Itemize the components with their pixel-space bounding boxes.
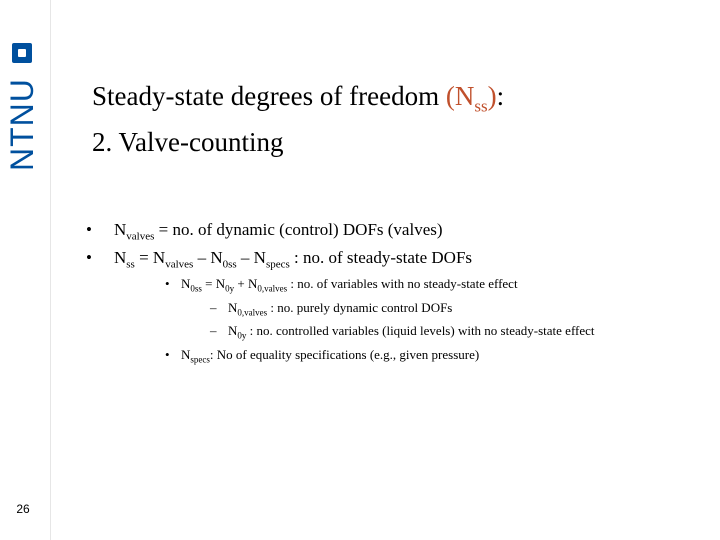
title-line-1: Steady-state degrees of freedom $(N_{ss})$: [92, 81, 505, 116]
sub-bullet-n0valves: – $N_{0,valves}$ : no. purely dynamic control DOFs [210, 300, 453, 318]
bullet-nvalves: • $N_{valves}$ = no. of dynamic (control) DOFs (valves) [86, 216, 472, 244]
bullet-marker: • [86, 248, 92, 267]
slide-title [92, 78, 504, 160]
bullet-nss: • $N_{ss} = N_{valves} - N_{0ss} - N_{specs}$ : no. of steady-state DOFs [86, 244, 472, 272]
title-accent: $(N_{ss})$ [445, 81, 497, 116]
bullet-marker: • [86, 220, 92, 239]
sub-bullet-n0y: – $N_{0y}$ : no. controlled variables (liquid levels) with no steady-state effect [210, 323, 595, 341]
ntnu-logo-text: NTNU [4, 78, 40, 172]
title-text: Steady-state degrees of freedom [92, 81, 446, 111]
sub-bullet-n0ss: • $N_{0ss} = N_{0y} + N_{0,valves}$ : no. of variables with no steady-state effect [165, 276, 518, 294]
sidebar [0, 0, 51, 540]
ntnu-logo-icon [12, 43, 32, 63]
page-number: 26 [16, 502, 30, 516]
main-bullets [86, 216, 472, 272]
sub-bullet-nspecs: • $N_{specs}$: No of equality specifications (e.g., given pressure) [165, 347, 480, 365]
title-line-2: 2. Valve-counting [92, 127, 284, 158]
